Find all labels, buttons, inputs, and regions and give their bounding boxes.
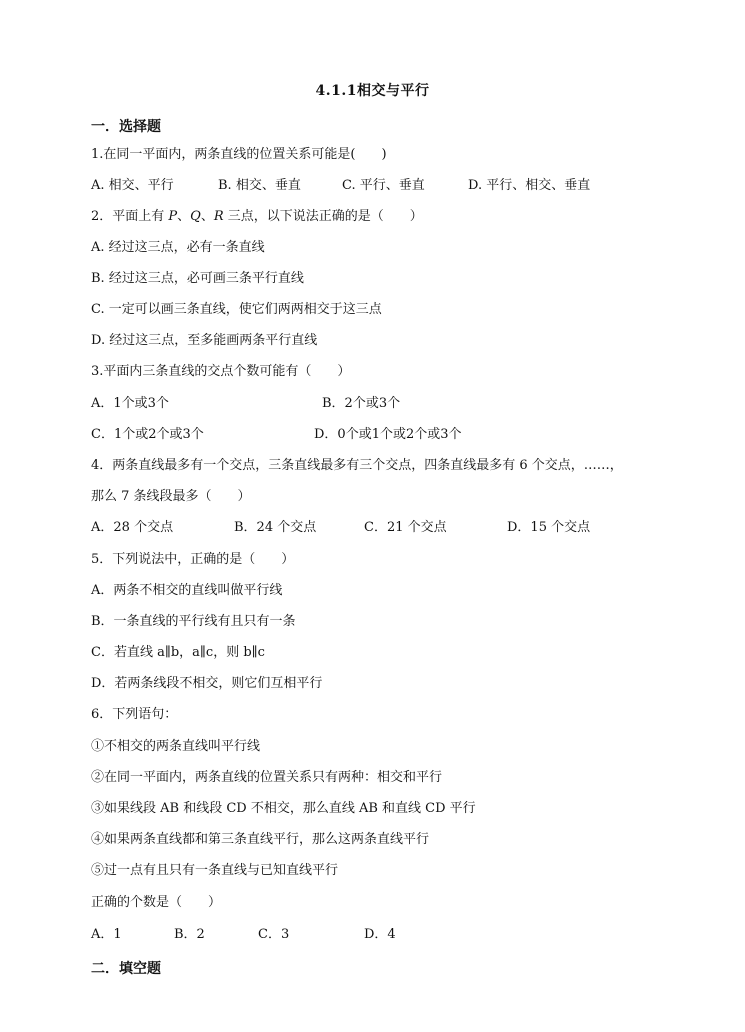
question-3-option-b: B．2个或3个 bbox=[322, 396, 401, 411]
question-4-option-c: C．21 个交点 bbox=[364, 520, 447, 535]
question-5-stem: 5．下列说法中，正确的是（ ） bbox=[91, 552, 295, 567]
question-6-statement-1: ①不相交的两条直线叫平行线 bbox=[91, 739, 261, 754]
question-3-stem: 3.平面内三条直线的交点个数可能有（ ） bbox=[91, 364, 351, 379]
question-5-option-a: A．两条不相交的直线叫做平行线 bbox=[91, 583, 283, 598]
question-2-stem bbox=[91, 208, 423, 226]
point-r: R bbox=[213, 209, 224, 224]
question-3-option-c: C．1个或2个或3个 bbox=[91, 427, 204, 442]
question-6-option-a: A．1 bbox=[91, 927, 122, 942]
point-p: P bbox=[168, 209, 178, 224]
question-6-option-c: C．3 bbox=[258, 927, 290, 942]
question-4-stem-line-1: 4．两条直线最多有一个交点，三条直线最多有三个交点，四条直线最多有 6 个交点，……， bbox=[91, 458, 623, 473]
question-5-option-c: C．若直线 a∥b，a∥c，则 b∥c bbox=[91, 645, 265, 660]
question-6-statement-4: ④如果两条直线都和第三条直线平行，那么这两条直线平行 bbox=[91, 832, 430, 847]
section-heading-fill: 二．填空题 bbox=[91, 961, 161, 977]
question-6-statement-3: ③如果线段 AB 和线段 CD 不相交，那么直线 AB 和直线 CD 平行 bbox=[91, 801, 476, 816]
page-title: 4.1.1相交与平行 bbox=[315, 83, 430, 99]
question-6-option-d: D．4 bbox=[364, 927, 396, 942]
question-2-option-b: B. 经过这三点，必可画三条平行直线 bbox=[91, 271, 304, 286]
question-2-stem-pre: 2．平面上有 bbox=[91, 209, 169, 224]
question-4-option-b: B．24 个交点 bbox=[234, 520, 317, 535]
question-6-ask: 正确的个数是（ ） bbox=[91, 895, 222, 910]
question-2-sep-1: 、 bbox=[177, 209, 191, 224]
question-2-sep-2: 、 bbox=[200, 209, 214, 224]
question-2-option-c: C. 一定可以画三条直线，使它们两两相交于这三点 bbox=[91, 302, 382, 317]
question-6-statement-2: ②在同一平面内，两条直线的位置关系只有两种：相交和平行 bbox=[91, 770, 443, 785]
question-1-option-d: D. 平行、相交、垂直 bbox=[468, 178, 591, 193]
question-1-option-a: A. 相交、平行 bbox=[91, 178, 174, 193]
question-6-option-b: B．2 bbox=[174, 927, 205, 942]
section-heading-choice: 一．选择题 bbox=[91, 119, 161, 135]
point-q: Q bbox=[190, 209, 201, 224]
question-4-option-d: D．15 个交点 bbox=[507, 520, 591, 535]
question-5-option-b: B．一条直线的平行线有且只有一条 bbox=[91, 614, 296, 629]
question-4-stem-line-2: 那么 7 条线段最多（ ） bbox=[91, 489, 251, 504]
question-3-option-a: A．1个或3个 bbox=[91, 396, 169, 411]
question-6-statement-5: ⑤过一点有且只有一条直线与已知直线平行 bbox=[91, 863, 339, 878]
question-2-option-d: D. 经过这三点，至多能画两条平行直线 bbox=[91, 333, 318, 348]
question-2-option-a: A. 经过这三点，必有一条直线 bbox=[91, 240, 265, 255]
question-1-option-c: C. 平行、垂直 bbox=[342, 178, 425, 193]
question-4-option-a: A．28 个交点 bbox=[91, 520, 174, 535]
question-3-option-d: D．0个或1个或2个或3个 bbox=[314, 427, 462, 442]
question-2-stem-post: 三点，以下说法正确的是（ ） bbox=[223, 209, 423, 224]
question-1-option-b: B. 相交、垂直 bbox=[218, 178, 301, 193]
question-5-option-d: D．若两条线段不相交，则它们互相平行 bbox=[91, 676, 323, 691]
question-6-stem: 6．下列语句： bbox=[91, 707, 178, 722]
question-1-stem: 1.在同一平面内，两条直线的位置关系可能是( ) bbox=[91, 147, 387, 162]
